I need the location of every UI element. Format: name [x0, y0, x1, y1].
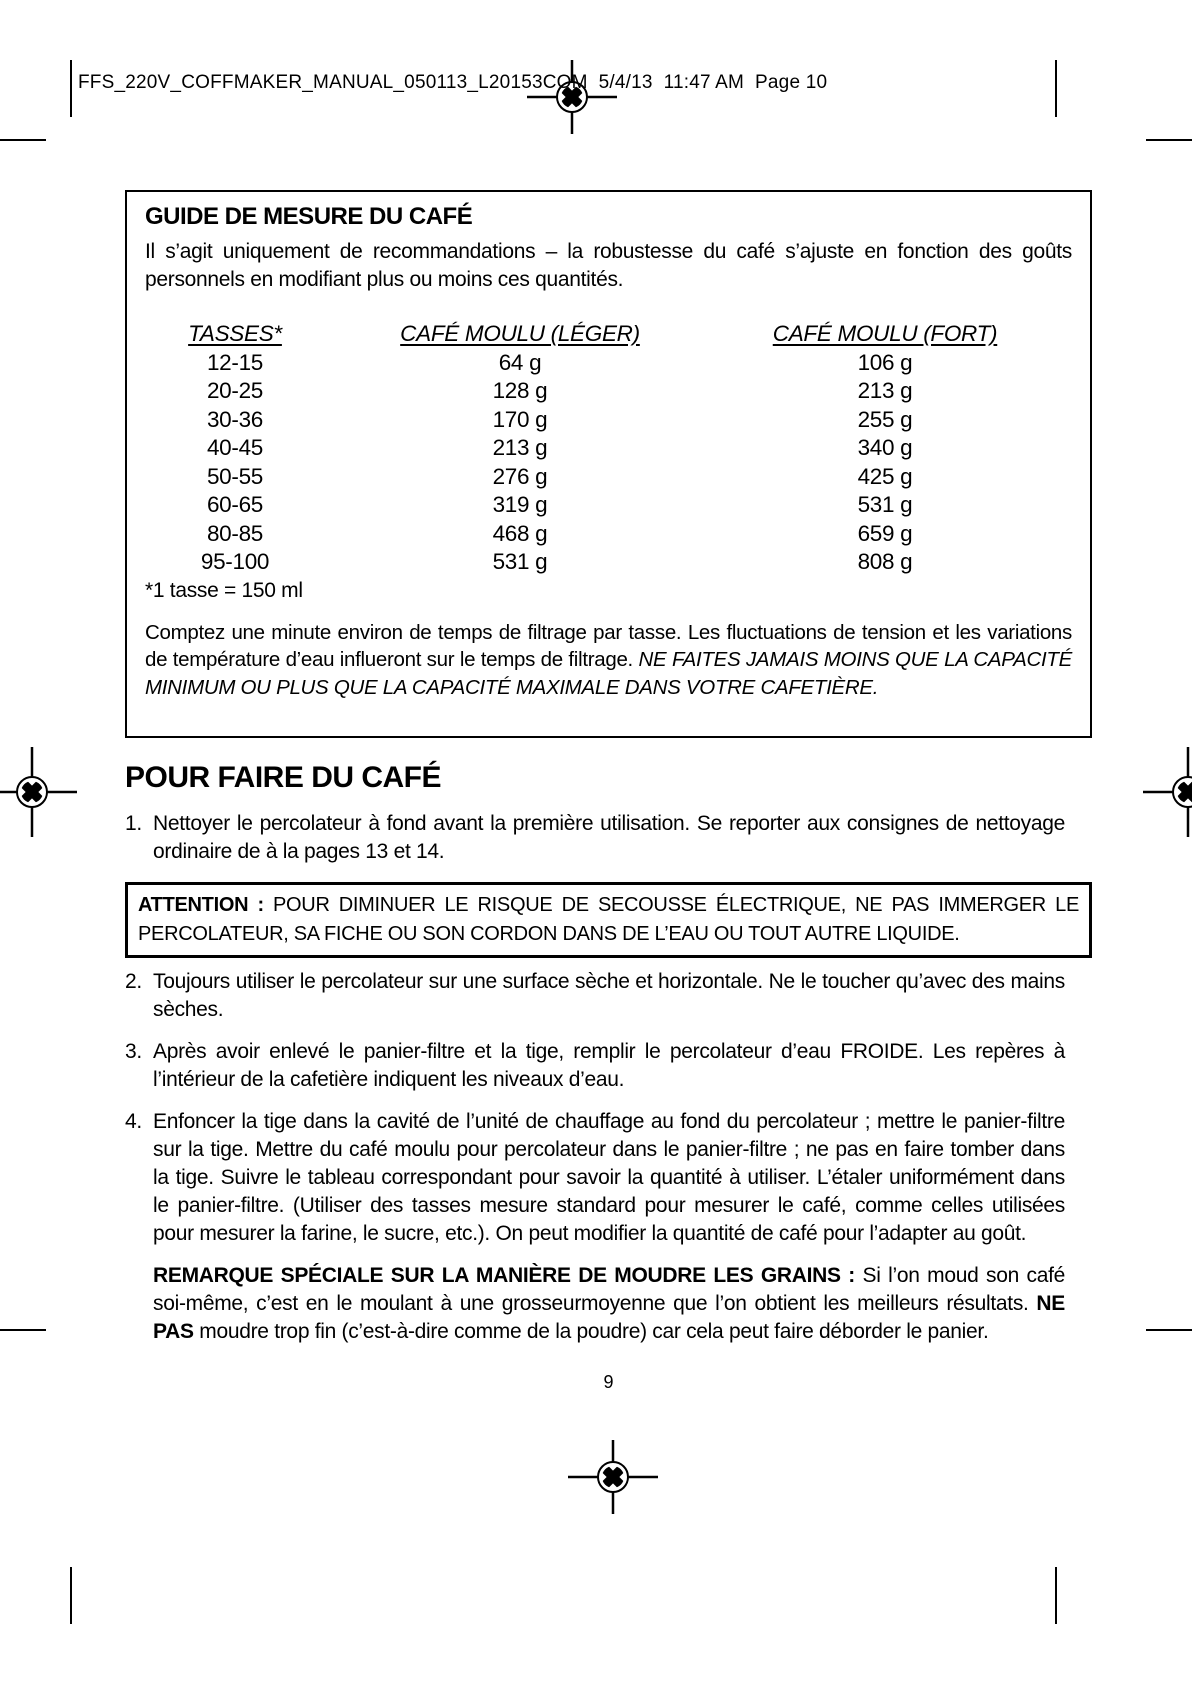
table-cell: 425 g — [857, 463, 913, 489]
column-header-light: CAFÉ MOULU (LÉGER) — [400, 321, 640, 346]
coffee-measure-guide-box — [125, 190, 1092, 738]
registration-mark-icon — [522, 47, 622, 147]
table-row — [145, 491, 1072, 520]
table-row — [145, 377, 1072, 406]
table-cell: 808 g — [857, 549, 913, 574]
step-text: Nettoyer le percolateur à fond avant la première utilisation. Se reporter aux consignes de nettoyage ordinaire de à la pages 13 et 14. — [153, 812, 1065, 863]
table-cell: 64 g — [498, 349, 542, 375]
step-2 — [125, 968, 1065, 1024]
column-header-cups: TASSES* — [188, 321, 282, 346]
table-cell: 20-25 — [206, 378, 264, 403]
crop-mark — [1146, 139, 1192, 141]
step-4 — [125, 1108, 1065, 1346]
table-cell: 319 g — [492, 492, 548, 517]
table-row — [145, 406, 1072, 435]
table-cell: 213 g — [492, 435, 548, 460]
step-text: Toujours utiliser le percolateur sur une surface sèche et horizontale. Ne le toucher qu’avec des mains sèches. — [153, 970, 1065, 1021]
step-number: 2. — [125, 970, 142, 993]
page-number: 9 — [603, 1372, 614, 1392]
crop-mark — [1146, 1329, 1192, 1331]
crop-mark — [0, 1329, 46, 1331]
table-cell: 30-36 — [206, 406, 264, 432]
table-cell: 40-45 — [206, 435, 264, 460]
table-cell: 170 g — [492, 406, 548, 432]
warning-text: POUR DIMINUER LE RISQUE DE SECOUSSE ÉLECTRIQUE, NE PAS IMMERGER LE PERCOLATEUR, SA FICHE OU SON CORDON DANS DE L’EAU OU TOUT AUTRE LIQUIDE. — [138, 894, 1079, 945]
table-cell: 106 g — [857, 349, 913, 375]
table-cell: 12-15 — [206, 349, 264, 375]
step-number: 3. — [125, 1040, 142, 1063]
table-cell: 80-85 — [206, 520, 264, 546]
step-3 — [125, 1038, 1065, 1094]
table-cell: 213 g — [857, 378, 913, 403]
table-cell: 468 g — [492, 520, 548, 546]
table-header-row — [145, 320, 1072, 349]
table-cell: 340 g — [857, 435, 913, 460]
crop-mark — [1055, 1567, 1057, 1624]
guide-title: GUIDE DE MESURE DU CAFÉ — [145, 203, 473, 230]
remark-text: moudre trop fin (c’est-à-dire comme de la poudre) car cela peut faire déborder le panier. — [193, 1320, 989, 1343]
warning-label: ATTENTION : — [138, 894, 264, 916]
table-cell: 95-100 — [200, 549, 270, 574]
registration-mark-icon — [1138, 742, 1192, 842]
table-cell: 255 g — [857, 406, 913, 432]
step-text: Après avoir enlevé le panier-filtre et la tige, remplir le percolateur d’eau FROIDE. Les repères à l’intérieur de la cafetière indiquent les niveaux d’eau. — [153, 1040, 1065, 1091]
registration-mark-icon — [0, 742, 82, 842]
guide-note-italic: NE FAITES JAMAIS MOINS QUE LA CAPACITÉ MINIMUM OU PLUS QUE LA CAPACITÉ MAXIMALE DANS VOTRE CAFETIÈRE. — [145, 648, 1073, 699]
guide-note — [145, 619, 1072, 702]
guide-intro: Il s’agit uniquement de recommandations – la robustesse du café s’ajuste en fonction des goûts personnels en modifiant plus ou moins ces quantités. — [145, 240, 1072, 291]
table-row — [145, 463, 1072, 492]
remark-text: Si l’on moud son café soi-même, c’est en le moulant à une grosseurmoyenne que l’on obtient les meilleurs résultats. — [153, 1264, 1065, 1315]
step-number: 4. — [125, 1110, 142, 1133]
table-cell: 659 g — [857, 520, 913, 546]
grinding-remark — [153, 1262, 1065, 1346]
crop-mark — [0, 139, 46, 141]
step-number: 1. — [125, 812, 142, 835]
section-heading: POUR FAIRE DU CAFÉ — [125, 761, 442, 794]
remark-ne-pas: NE PAS — [153, 1292, 1065, 1343]
warning-box — [125, 882, 1092, 958]
table-row — [145, 520, 1072, 549]
table-row — [145, 349, 1072, 378]
table-row — [145, 434, 1072, 463]
table-cell: 276 g — [492, 463, 548, 489]
step-text — [153, 1108, 1065, 1346]
content-column — [125, 190, 1092, 1360]
table-cell: 531 g — [857, 492, 913, 517]
table-cell: 128 g — [492, 378, 548, 403]
crop-mark — [70, 1567, 72, 1624]
column-header-strong: CAFÉ MOULU (FORT) — [772, 321, 998, 346]
table-footnote: *1 tasse = 150 ml — [145, 578, 303, 602]
step-4-paragraph: Enfoncer la tige dans la cavité de l’unité de chauffage au fond du percolateur ; mettre le panier-filtre sur la tige. Mettre du café moulu pour percolateur dans le panier-filtre ; ne pas en faire tomber dans la tige. Suivre le tableau correspondant pour savoir la quantité à utiliser. L’étaler uniformément dans le panier-filtre. (Utiliser des tasses mesure standard pour mesurer le café, comme celles utilisées pour mesurer la farine, le sucre, etc.). On peut modifier la quantité de café pour l’adapter au goût. — [153, 1110, 1065, 1245]
registration-mark-icon — [563, 1427, 663, 1527]
step-1 — [125, 810, 1065, 866]
header-slug: FFS_220V_COFFMAKER_MANUAL_050113_L20153COM 5/4/13 11:47 AM Page 10 — [78, 72, 828, 93]
table-cell: 531 g — [492, 549, 548, 574]
measure-table — [145, 320, 1072, 577]
table-cell: 50-55 — [206, 463, 264, 489]
table-cell: 60-65 — [206, 492, 264, 517]
guide-note-regular: Comptez une minute environ de temps de filtrage par tasse. Les fluctuations de tension et les variations de température d’eau influeront sur le temps de filtrage. — [145, 620, 1072, 671]
crop-mark — [70, 60, 72, 117]
remark-heading: REMARQUE SPÉCIALE SUR LA MANIÈRE DE MOUDRE LES GRAINS : — [153, 1264, 855, 1287]
crop-mark — [1055, 60, 1057, 117]
table-row — [145, 548, 1072, 577]
